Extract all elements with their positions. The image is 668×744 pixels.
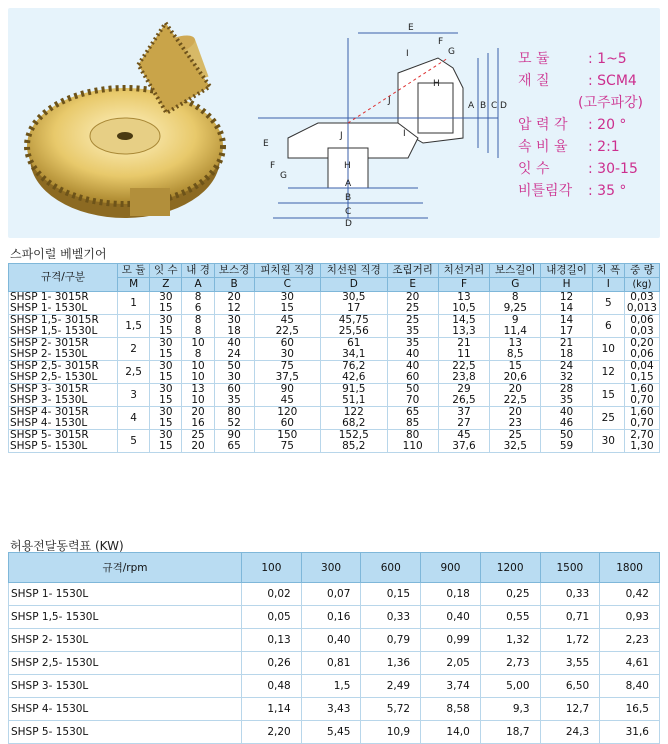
cell-z: 30 15	[150, 430, 182, 453]
symbol-kg: (kg)	[624, 278, 659, 292]
power-value: 0,02	[242, 583, 302, 606]
cell-h: 14 17	[541, 315, 592, 338]
power-value: 0,26	[242, 652, 302, 675]
power-value: 0,05	[242, 606, 302, 629]
spec-teeth: 잇 수 : 30-15	[518, 161, 638, 177]
header-module: 모 듈	[118, 264, 150, 278]
cell-f: 13 10,5	[438, 292, 489, 315]
header-rpm-600: 600	[361, 553, 421, 583]
cell-e: 35 40	[387, 338, 438, 361]
cell-z: 30 15	[150, 315, 182, 338]
header-teeth: 잇 수	[150, 264, 182, 278]
header-face-width: 치 폭	[592, 264, 624, 278]
svg-text:D: D	[500, 101, 507, 111]
cell-b: 40 24	[214, 338, 254, 361]
cell-m: 2	[118, 338, 150, 361]
power-value: 2,49	[361, 675, 421, 698]
cell-c: 150 75	[254, 430, 320, 453]
header-rpm-1500: 1500	[540, 553, 600, 583]
cell-c: 90 45	[254, 384, 320, 407]
header-pitch-dia: 피치원 직경	[254, 264, 320, 278]
power-value: 18,7	[480, 721, 540, 744]
power-value: 9,3	[480, 698, 540, 721]
cell-h: 40 46	[541, 407, 592, 430]
power-spec-name: SHSP 2- 1530L	[9, 629, 242, 652]
power-value: 0,18	[421, 583, 481, 606]
cell-d: 76,2 42,6	[321, 361, 387, 384]
cell-d: 152,5 85,2	[321, 430, 387, 453]
power-value: 0,16	[301, 606, 361, 629]
cell-b: 80 52	[214, 407, 254, 430]
cell-z: 30 15	[150, 361, 182, 384]
cell-m: 2,5	[118, 361, 150, 384]
cell-a: 8 6	[182, 292, 214, 315]
spec-speed-ratio: 속 비 율 : 2:1	[518, 139, 620, 155]
table-row	[9, 292, 660, 315]
cell-e: 65 85	[387, 407, 438, 430]
spec-material-note: (고주파강)	[578, 95, 644, 111]
cell-a: 8 8	[182, 315, 214, 338]
spec-material: 재 질 : SCM4	[518, 73, 637, 89]
header-rpm-100: 100	[242, 553, 302, 583]
table-row	[9, 606, 660, 629]
svg-text:B: B	[480, 101, 487, 111]
cell-a: 13 10	[182, 384, 214, 407]
power-value: 12,7	[540, 698, 600, 721]
symbol-e: E	[387, 278, 438, 292]
cell-g: 8 9,25	[490, 292, 541, 315]
svg-text:D: D	[345, 219, 352, 228]
power-value: 3,43	[301, 698, 361, 721]
power-value: 2,20	[242, 721, 302, 744]
power-value: 5,45	[301, 721, 361, 744]
power-value: 0,25	[480, 583, 540, 606]
cell-e: 40 60	[387, 361, 438, 384]
cell-kg: 0,20 0,06	[624, 338, 659, 361]
cell-names: SHSP 2- 3015R SHSP 2- 1530L	[9, 338, 118, 361]
cell-m: 3	[118, 384, 150, 407]
cell-i: 10	[592, 338, 624, 361]
symbol-c: C	[254, 278, 320, 292]
table-row	[9, 361, 660, 384]
power-value: 14,0	[421, 721, 481, 744]
spec-table-header	[9, 264, 660, 278]
cell-b: 20 12	[214, 292, 254, 315]
symbol-a: A	[182, 278, 214, 292]
cell-h: 50 59	[541, 430, 592, 453]
cell-m: 1,5	[118, 315, 150, 338]
power-value: 1,36	[361, 652, 421, 675]
cell-f: 21 11	[438, 338, 489, 361]
svg-text:J: J	[340, 131, 343, 141]
power-value: 10,9	[361, 721, 421, 744]
power-value: 1,32	[480, 629, 540, 652]
cell-h: 28 35	[541, 384, 592, 407]
power-value: 0,40	[301, 629, 361, 652]
svg-text:B: B	[345, 193, 352, 203]
spec-pressure-angle: 압 력 각 : 20 °	[518, 117, 627, 133]
table-row	[9, 583, 660, 606]
svg-text:I: I	[406, 49, 409, 59]
product-hero	[8, 8, 660, 238]
power-value: 0,99	[421, 629, 481, 652]
cell-i: 5	[592, 292, 624, 315]
table-row	[9, 384, 660, 407]
power-value: 6,50	[540, 675, 600, 698]
power-value: 0,71	[540, 606, 600, 629]
symbol-g: G	[490, 278, 541, 292]
cell-g: 20 22,5	[490, 384, 541, 407]
cell-f: 14,5 13,3	[438, 315, 489, 338]
power-value: 16,5	[600, 698, 660, 721]
cell-g: 25 32,5	[490, 430, 541, 453]
cell-b: 30 18	[214, 315, 254, 338]
power-value: 3,74	[421, 675, 481, 698]
power-value: 0,55	[480, 606, 540, 629]
svg-text:H: H	[433, 79, 440, 89]
power-value: 0,81	[301, 652, 361, 675]
header-rpm-300: 300	[301, 553, 361, 583]
cell-i: 12	[592, 361, 624, 384]
header-rpm-1800: 1800	[600, 553, 660, 583]
symbol-m: M	[118, 278, 150, 292]
cell-z: 30 15	[150, 384, 182, 407]
header-hub-length: 보스길이	[490, 264, 541, 278]
cell-a: 25 20	[182, 430, 214, 453]
power-value: 2,05	[421, 652, 481, 675]
cell-kg: 1,60 0,70	[624, 384, 659, 407]
technical-drawing	[248, 18, 508, 228]
cell-g: 15 20,6	[490, 361, 541, 384]
header-rpm-1200: 1200	[480, 553, 540, 583]
header-rpm: 규격/rpm	[9, 553, 242, 583]
power-value: 1,14	[242, 698, 302, 721]
svg-text:J: J	[388, 96, 391, 106]
svg-text:I: I	[403, 129, 406, 139]
cell-d: 61 34,1	[321, 338, 387, 361]
svg-text:E: E	[408, 23, 414, 33]
cell-i: 30	[592, 430, 624, 453]
cell-names: SHSP 1,5- 3015R SHSP 1,5- 1530L	[9, 315, 118, 338]
cell-c: 75 37,5	[254, 361, 320, 384]
cell-m: 4	[118, 407, 150, 430]
power-value: 1,72	[540, 629, 600, 652]
svg-text:H: H	[344, 161, 351, 171]
cell-kg: 0,03 0,013	[624, 292, 659, 315]
header-tip-dist: 치선거리	[438, 264, 489, 278]
cell-f: 22,5 23,8	[438, 361, 489, 384]
table-row	[9, 629, 660, 652]
cell-names: SHSP 4- 3015R SHSP 4- 1530L	[9, 407, 118, 430]
power-spec-name: SHSP 3- 1530L	[9, 675, 242, 698]
cell-z: 30 15	[150, 338, 182, 361]
table-row	[9, 430, 660, 453]
power-value: 0,93	[600, 606, 660, 629]
spec-summary	[518, 48, 643, 202]
power-value: 5,00	[480, 675, 540, 698]
symbol-f: F	[438, 278, 489, 292]
svg-text:F: F	[270, 161, 276, 171]
header-bore: 내 경	[182, 264, 214, 278]
cell-names: SHSP 2,5- 3015R SHSP 2,5- 1530L	[9, 361, 118, 384]
symbol-i: I	[592, 278, 624, 292]
svg-text:G: G	[280, 171, 287, 181]
table-row	[9, 338, 660, 361]
power-value: 0,15	[361, 583, 421, 606]
header-hub: 보스경	[214, 264, 254, 278]
power-value: 31,6	[600, 721, 660, 744]
header-rpm-900: 900	[421, 553, 481, 583]
table-row	[9, 675, 660, 698]
cell-z: 30 15	[150, 407, 182, 430]
power-value: 0,79	[361, 629, 421, 652]
cell-b: 50 30	[214, 361, 254, 384]
cell-a: 10 8	[182, 338, 214, 361]
power-value: 0,33	[540, 583, 600, 606]
power-value: 24,3	[540, 721, 600, 744]
cell-f: 37 27	[438, 407, 489, 430]
table-row	[9, 407, 660, 430]
section-title-power: 허용전달동력표 (KW)	[10, 539, 124, 553]
power-value: 2,23	[600, 629, 660, 652]
cell-i: 25	[592, 407, 624, 430]
power-value: 0,40	[421, 606, 481, 629]
cell-e: 20 25	[387, 292, 438, 315]
power-value: 2,73	[480, 652, 540, 675]
power-spec-name: SHSP 2,5- 1530L	[9, 652, 242, 675]
power-value: 4,61	[600, 652, 660, 675]
power-value: 1,5	[301, 675, 361, 698]
power-spec-name: SHSP 5- 1530L	[9, 721, 242, 744]
table-row	[9, 652, 660, 675]
spec-table	[8, 263, 660, 453]
cell-e: 25 35	[387, 315, 438, 338]
cell-z: 30 15	[150, 292, 182, 315]
svg-text:F: F	[438, 37, 444, 47]
cell-c: 30 15	[254, 292, 320, 315]
cell-g: 9 11,4	[490, 315, 541, 338]
cell-names: SHSP 3- 3015R SHSP 3- 1530L	[9, 384, 118, 407]
bevel-gear-photo	[20, 18, 240, 223]
table-row	[9, 721, 660, 744]
symbol-d: D	[321, 278, 387, 292]
cell-e: 50 70	[387, 384, 438, 407]
svg-text:E: E	[263, 139, 269, 149]
header-bore-length: 내경길이	[541, 264, 592, 278]
cell-c: 60 30	[254, 338, 320, 361]
cell-names: SHSP 1- 3015R SHSP 1- 1530L	[9, 292, 118, 315]
cell-m: 5	[118, 430, 150, 453]
cell-m: 1	[118, 292, 150, 315]
cell-f: 29 26,5	[438, 384, 489, 407]
cell-kg: 2,70 1,30	[624, 430, 659, 453]
power-value: 0,48	[242, 675, 302, 698]
cell-b: 60 35	[214, 384, 254, 407]
symbol-h: H	[541, 278, 592, 292]
spec-module: 모 듈 : 1~5	[518, 51, 627, 67]
power-spec-name: SHSP 4- 1530L	[9, 698, 242, 721]
power-value: 8,58	[421, 698, 481, 721]
power-table	[8, 552, 660, 744]
svg-text:C: C	[345, 207, 352, 217]
cell-names: SHSP 5- 3015R SHSP 5- 1530L	[9, 430, 118, 453]
power-value: 3,55	[540, 652, 600, 675]
svg-text:G: G	[448, 47, 455, 57]
power-value: 0,13	[242, 629, 302, 652]
power-value: 0,07	[301, 583, 361, 606]
cell-kg: 0,04 0,15	[624, 361, 659, 384]
power-value: 0,33	[361, 606, 421, 629]
cell-a: 20 16	[182, 407, 214, 430]
header-weight: 중 량	[624, 264, 659, 278]
power-table-header	[9, 553, 660, 583]
header-spec: 규격/구분	[9, 264, 118, 292]
cell-c: 120 60	[254, 407, 320, 430]
symbol-b: B	[214, 278, 254, 292]
section-title-spiral-bevel: 스파이럴 베벨기어	[10, 247, 107, 261]
cell-d: 30,5 17	[321, 292, 387, 315]
cell-d: 91,5 51,1	[321, 384, 387, 407]
power-spec-name: SHSP 1,5- 1530L	[9, 606, 242, 629]
symbol-z: Z	[150, 278, 182, 292]
table-row	[9, 698, 660, 721]
cell-i: 6	[592, 315, 624, 338]
cell-b: 90 65	[214, 430, 254, 453]
cell-d: 45,75 25,56	[321, 315, 387, 338]
power-value: 5,72	[361, 698, 421, 721]
cell-h: 21 18	[541, 338, 592, 361]
cell-i: 15	[592, 384, 624, 407]
spec-helix-angle: 비틀림각 : 35 °	[518, 183, 627, 199]
cell-g: 20 23	[490, 407, 541, 430]
svg-text:A: A	[468, 101, 475, 111]
cell-e: 80 110	[387, 430, 438, 453]
power-spec-name: SHSP 1- 1530L	[9, 583, 242, 606]
header-mount: 조립거리	[387, 264, 438, 278]
svg-text:C: C	[491, 101, 498, 111]
cell-h: 24 32	[541, 361, 592, 384]
cell-h: 12 14	[541, 292, 592, 315]
cell-kg: 1,60 0,70	[624, 407, 659, 430]
power-value: 0,42	[600, 583, 660, 606]
power-value: 8,40	[600, 675, 660, 698]
cell-a: 10 10	[182, 361, 214, 384]
svg-text:A: A	[345, 179, 352, 189]
table-row	[9, 315, 660, 338]
header-tip-dia: 치선원 직경	[321, 264, 387, 278]
cell-f: 45 37,6	[438, 430, 489, 453]
cell-d: 122 68,2	[321, 407, 387, 430]
cell-g: 13 8,5	[490, 338, 541, 361]
cell-c: 45 22,5	[254, 315, 320, 338]
cell-kg: 0,06 0,03	[624, 315, 659, 338]
